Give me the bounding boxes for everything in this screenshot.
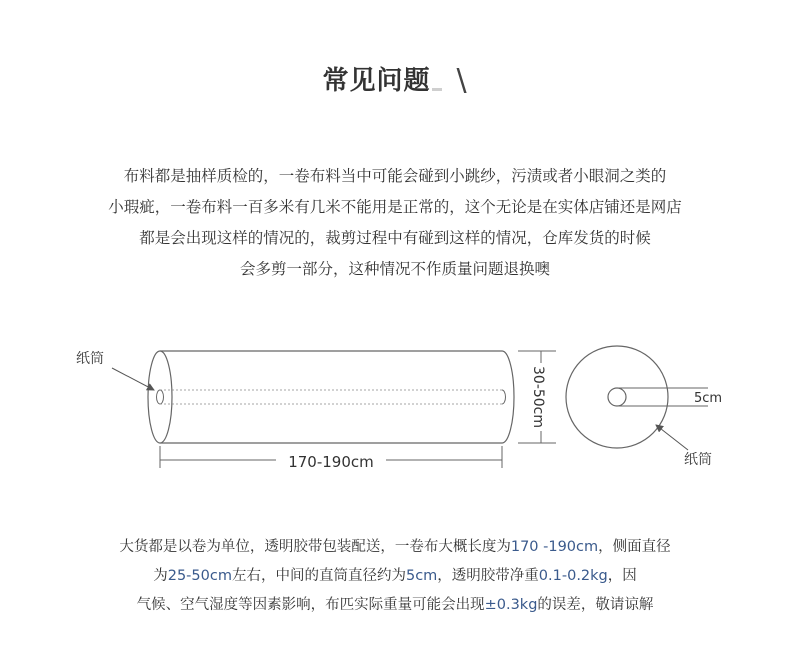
text-segment: 气候、空气湿度等因素影响，布匹实际重量可能会出现 (136, 597, 485, 613)
title-decoration-dot (432, 88, 442, 91)
page-title (0, 60, 790, 98)
text-segment: 左右，中间的直筒直径约为 (231, 568, 406, 584)
intro-line: 都是会出现这样的情况的，裁剪过程中有碰到这样的情况，仓库发货的时候 (139, 229, 651, 247)
roll-left-end (148, 351, 172, 443)
tape-weight-value: 0.1-0.2kg (538, 568, 608, 584)
length-label: 170-190cm (288, 453, 374, 471)
shipping-line-2 (0, 562, 790, 591)
text-segment: 为 (153, 568, 168, 584)
tube-arrow-right (656, 425, 688, 450)
intro-paragraph (0, 161, 790, 285)
intro-line: 布料都是抽样质检的，一卷布料当中可能会碰到小跳纱，污渍或者小眼洞之类的 (123, 167, 667, 185)
shipping-line-1 (0, 533, 790, 562)
roll-side-view (148, 351, 514, 443)
diameter-value: 25-50cm (167, 568, 232, 584)
intro-line: 小瑕疵，一卷布料一百多米有几米不能用是正常的，这个无论是在实体店铺还是网店 (108, 198, 682, 216)
intro-line: 会多剪一部分，这种情况不作质量问题退换噢 (239, 260, 550, 278)
length-value: 170 -190cm (510, 539, 599, 555)
tube-arrow-left (112, 368, 154, 390)
diameter-label: 30-50cm (530, 365, 546, 429)
title-decoration-slash: \ (456, 63, 468, 98)
core-end-circle (608, 388, 626, 406)
weight-error-value: ±0.3kg (484, 597, 538, 613)
text-segment: 的误差，敬请谅解 (537, 597, 654, 613)
roll-right-end (502, 351, 514, 443)
tube-label-left: 纸筒 (76, 351, 104, 367)
text-segment: ，透明胶带净重 (437, 568, 539, 584)
text-segment: ，因 (607, 568, 637, 584)
core-right-end (502, 390, 506, 404)
title-text: 常见问题 (322, 66, 431, 96)
shipping-line-3 (0, 591, 790, 620)
core-diameter-value: 5cm (405, 568, 438, 584)
shipping-info (0, 533, 790, 620)
core-label: 5cm (693, 391, 723, 406)
fabric-roll-diagram (0, 330, 790, 490)
tube-label-right: 纸筒 (684, 452, 712, 468)
text-segment: 大货都是以卷为单位，透明胶带包装配送，一卷布大概长度为 (119, 539, 511, 555)
roll-end-view (566, 346, 722, 448)
text-segment: ，侧面直径 (598, 539, 671, 555)
